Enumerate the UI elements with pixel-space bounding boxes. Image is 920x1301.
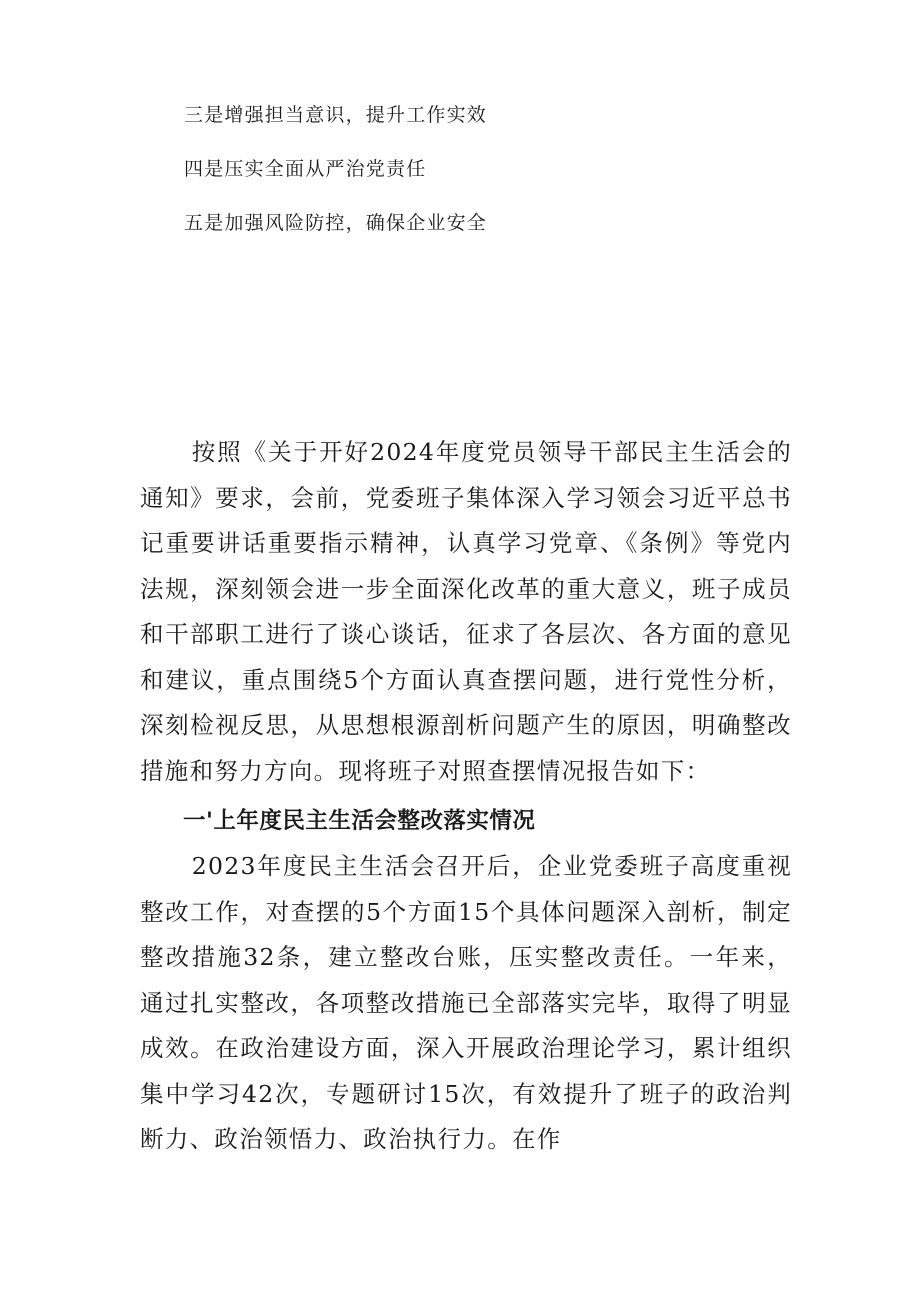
toc-item-5: 五是加强风险防控，确保企业安全 — [184, 212, 488, 234]
section-heading: 一'上年度民主生活会整改落实情况 — [183, 808, 536, 834]
intro-paragraph: 按照《关于开好2024年度党员领导干部民主生活会的通知》要求，会前，党委班子集体深入学习领会习近平总书记重要讲话重要指示精神，认真学习党章、《条例》等党内法规，深刻领会进一步全面深化改革的重大意义，班子成员和干部职工进行了谈心谈话，征求了各层次、各方面的意见和建议，重点围绕5个方面认真查摆问题，进行党性分析，深刻检视反思，从思想根源剖析问题产生的原因，明确整改措施和努力方向。现将班子对照查摆情况报告如下： — [140, 438, 792, 785]
toc-item-3: 三是增强担当意识，提升工作实效 — [184, 104, 488, 126]
section-paragraph: 2023年度民主生活会召开后，企业党委班子高度重视整改工作，对查摆的5个方面15个具体问题深入剖析，制定整改措施32条，建立整改台账，压实整改责任。一年来，通过扎实整改，各项整改措施已全部落实完毕，取得了明显成效。在政治建设方面，深入开展政治理论学习，累计组织集中学习42次，专题研讨15次，有效提升了班子的政治判断力、政治领悟力、政治执行力。在作 — [140, 852, 792, 1153]
toc-list — [184, 100, 744, 262]
toc-item-4: 四是压实全面从严治党责任 — [184, 158, 427, 180]
document-body — [140, 430, 792, 1163]
